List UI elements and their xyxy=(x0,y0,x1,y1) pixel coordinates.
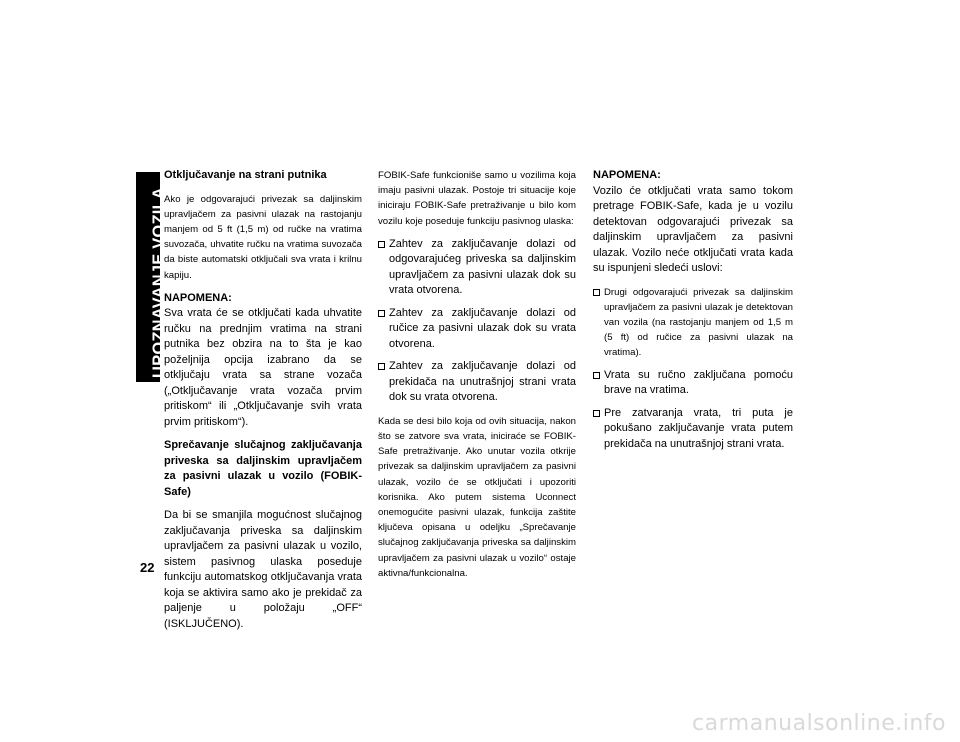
list-item: Zahtev za zaključavanje dolazi od odgovarajućeg priveska sa daljinskim upravljačem za pasivni ulazak dok su vrata otvorena. xyxy=(378,237,576,299)
note-title: NAPOMENA: xyxy=(593,169,661,181)
page-number: 22 xyxy=(140,560,155,575)
note-title: NAPOMENA: xyxy=(164,291,232,304)
note-body: Sva vrata će se otključati kada uhvatite ručku na prednjim vratima na strani putnika bez obzira na to šta je kao poželjnija opcija izabrano da se otključaju vrata sa strane vozača („Otključavanje vrata vozača prvim pritiskom“ ili „Otključavanje svih vrata prvim pritiskom“). xyxy=(164,307,362,428)
column-2 xyxy=(378,168,576,589)
section-side-tab-label: UPOZNAVANJE VOZILA xyxy=(150,187,168,378)
checkbox-square-icon xyxy=(593,289,600,296)
note-body: Vozilo će otključati vrata samo tokom pretrage FOBIK-Safe, kada je u vozilu detektovan odgovarajući privezak sa daljinskim upravljačem za pasivni ulazak. Vozilo neće otključati vrata kada su ispunjeni sledeći uslovi: xyxy=(593,184,793,274)
checkbox-square-icon xyxy=(593,410,600,417)
heading-passenger-unlock: Otključavanje na strani putnika xyxy=(164,169,327,181)
column-1 xyxy=(164,168,362,640)
watermark: carmanualsonline.info xyxy=(692,711,946,736)
list-item: Zahtev za zaključavanje dolazi od ručice za pasivni ulazak dok su vrata otvorena. xyxy=(378,306,576,353)
checkbox-square-icon xyxy=(593,372,600,379)
list-item: Vrata su ručno zaključana pomoću brave na vratima. xyxy=(593,368,793,399)
column-3 xyxy=(593,168,793,460)
bullet-list-situations xyxy=(378,237,576,406)
paragraph-fobik-safe: Da bi se smanjila mogućnost slučajnog zaključavanja priveska sa daljinskim upravljačem za pasivni ulazak u vozilo, sistem pasivnog ulaska poseduje funkciju automatskog otključavanja vrata koja se aktivira samo ako je prekidač za paljenje u položaju „OFF“ (ISKLJUČENO). xyxy=(164,509,362,630)
list-item: Pre zatvaranja vrata, tri puta je pokušano zaključavanje vrata putem prekidača na unutrašnjoj strani vrata. xyxy=(593,406,793,453)
paragraph-passenger-unlock: Ako je odgovarajući privezak sa daljinskim upravljačem za pasivni ulazak na rastojanju manjem od 5 ft (1,5 m) od ručke na vratima suvozača, uhvatite ručku na vratima suvozača da biste automatski otključali sva vrata i krilnu kapiju. xyxy=(164,193,362,281)
section-side-tab xyxy=(136,172,168,382)
paragraph-fobik-search: Kada se desi bilo koja od ovih situacija, nakon što se zatvore sva vrata, iniciraće se FOBIK-Safe pretraživanje. Ako unutar vozila otkrije privezak sa daljinskim upravljačem za pasivni ulazak, vozilo će se otključati i upozoriti korisnika. Ako putem sistema Uconnect onemogućite pasivni ulazak, funkcija zaštite ključeva opisana u odeljku „Sprečavanje slučajnog zaključavanja priveska sa daljinskim upravljačem za pasivni ulazak u vozilo“ ostaje aktivna/funkcionalna. xyxy=(378,415,576,579)
checkbox-square-icon xyxy=(378,241,385,248)
list-item: Zahtev za zaključavanje dolazi od prekidača na unutrašnjoj strani vrata dok su vrata otvorena. xyxy=(378,359,576,406)
checkbox-square-icon xyxy=(378,310,385,317)
checkbox-square-icon xyxy=(378,363,385,370)
bullet-list-conditions xyxy=(593,285,793,453)
heading-fobik-safe: Sprečavanje slučajnog zaključavanja priveska sa daljinskim upravljačem za pasivni ulazak u vozilo (FOBIK-Safe) xyxy=(164,439,362,498)
list-item: Drugi odgovarajući privezak sa daljinskim upravljačem za pasivni ulazak je detektovan van vozila (na rastojanju manjem od 1,5 m (5 ft) od ručice za pasivni ulazak na vratima). xyxy=(593,285,793,361)
paragraph-fobik-intro: FOBIK-Safe funkcioniše samo u vozilima koja imaju pasivni ulazak. Postoje tri situacije koje iniciraju FOBIK-Safe pretraživanje u bilo kom vozilu koje poseduje funkciju pasivnog ulaska: xyxy=(378,170,576,227)
